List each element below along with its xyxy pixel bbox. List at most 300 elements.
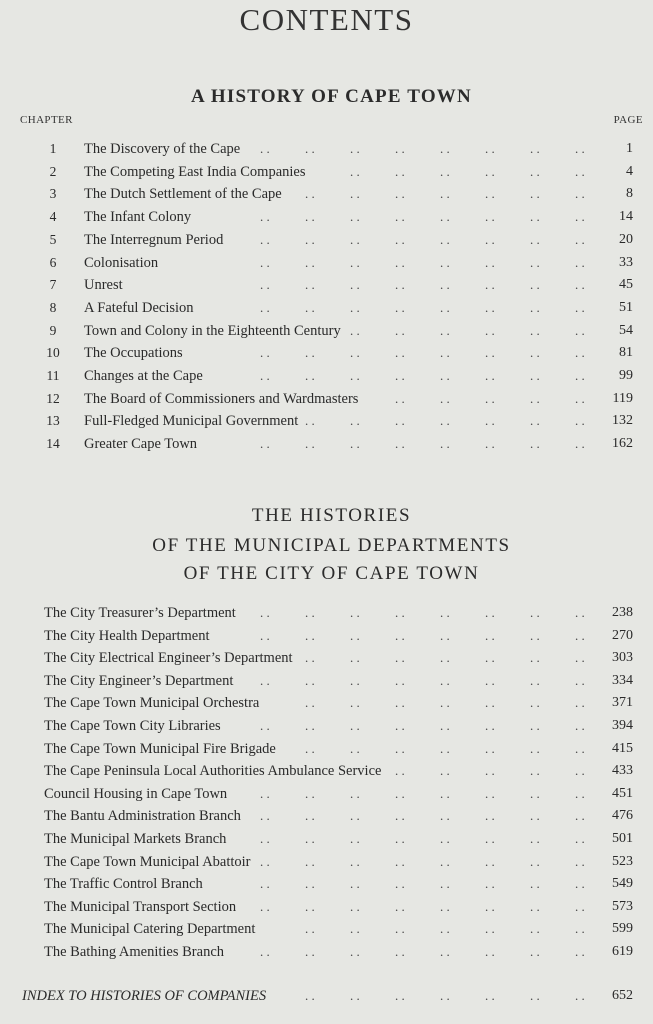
leader-dots: . . xyxy=(530,163,540,179)
leader-dots: . . xyxy=(395,988,405,1003)
department-title: The Municipal Markets Branch xyxy=(44,831,227,847)
leader-dots: . . xyxy=(305,299,315,315)
leader-dots: . . xyxy=(440,277,450,293)
department-title: The Cape Town Municipal Fire Brigade xyxy=(44,740,276,757)
chapter-page-number: 162 xyxy=(612,436,633,452)
leader-dots: . . xyxy=(530,231,540,247)
leader-dots: . . xyxy=(485,368,495,383)
chapter-entry xyxy=(0,433,653,455)
leader-dots: . . xyxy=(260,785,270,801)
department-leader xyxy=(0,941,653,963)
chapter-number: 3 xyxy=(49,186,57,202)
leader-dots: . . xyxy=(395,763,405,779)
chapter-title: The Discovery of the Cape xyxy=(84,141,241,157)
chapter-entry xyxy=(0,252,653,274)
leader-dots: . . xyxy=(395,209,405,225)
leader-dots: . . xyxy=(440,605,450,620)
leader-dots: . . xyxy=(485,853,495,869)
leader-dots: . . xyxy=(395,740,405,756)
department-title: Council Housing in Cape Town xyxy=(44,785,228,802)
chapter-page-number: 14 xyxy=(619,209,633,225)
leader-dots: . . xyxy=(440,695,450,711)
leader-dots: . . xyxy=(395,853,405,869)
leader-dots: . . xyxy=(260,831,270,846)
chapter-number: 1 xyxy=(49,141,57,156)
leader-dots: . . xyxy=(440,186,450,202)
leader-dots: . . xyxy=(395,627,405,643)
leader-dots: . . xyxy=(485,740,495,756)
leader-dots: . . xyxy=(485,650,495,666)
leader-dots: . . xyxy=(575,695,585,711)
leader-dots: . . xyxy=(440,944,450,959)
leader-dots: . . xyxy=(260,672,270,688)
leader-dots: . . xyxy=(350,988,360,1003)
leader-dots: . . xyxy=(575,944,585,959)
department-title: The Cape Town Municipal Abattoir xyxy=(44,853,251,870)
chapter-number: 10 xyxy=(46,345,60,361)
leader-dots: . . xyxy=(350,650,360,666)
leader-dots: . . xyxy=(305,898,315,914)
leader-dots: . . xyxy=(485,672,495,688)
leader-dots: . . xyxy=(305,695,315,711)
department-entry xyxy=(0,602,653,624)
leader-dots: . . xyxy=(395,231,405,247)
leader-dots: . . xyxy=(575,650,585,666)
leader-dots: . . xyxy=(530,718,540,733)
leader-dots: . . xyxy=(530,944,540,959)
leader-dots: . . xyxy=(305,808,315,824)
chapter-entry xyxy=(0,388,653,410)
chapter-leader xyxy=(0,138,653,160)
leader-dots: . . xyxy=(485,876,495,892)
department-page-number: 573 xyxy=(612,898,633,914)
leader-dots: . . xyxy=(485,808,495,824)
department-page-number: 476 xyxy=(612,808,633,824)
chapter-number: 11 xyxy=(46,368,60,383)
department-leader xyxy=(0,805,653,827)
leader-dots: . . xyxy=(350,345,360,361)
leader-dots: . . xyxy=(260,853,270,869)
leader-dots: . . xyxy=(350,186,360,202)
chapter-entry xyxy=(0,206,653,228)
leader-dots: . . xyxy=(575,718,585,733)
leader-dots: . . xyxy=(350,718,360,733)
leader-dots: . . xyxy=(305,876,315,892)
leader-dots: . . xyxy=(485,413,495,429)
part2-heading-line-2: OF THE MUNICIPAL DEPARTMENTS xyxy=(152,535,511,556)
department-entry xyxy=(0,670,653,692)
leader-dots: . . xyxy=(260,209,270,225)
chapter-leader xyxy=(0,365,653,387)
chapter-entry xyxy=(0,274,653,296)
leader-dots: . . xyxy=(305,988,315,1003)
chapter-leader xyxy=(0,252,653,274)
leader-dots: . . xyxy=(485,944,495,959)
leader-dots: . . xyxy=(575,785,585,801)
leader-dots: . . xyxy=(530,672,540,688)
leader-dots: . . xyxy=(440,763,450,779)
leader-dots: . . xyxy=(440,209,450,225)
leader-dots: . . xyxy=(530,921,540,937)
department-page-number: 451 xyxy=(612,785,633,801)
leader-dots: . . xyxy=(260,345,270,361)
department-page-number: 501 xyxy=(612,831,633,846)
department-leader xyxy=(0,602,653,624)
leader-dots: . . xyxy=(350,368,360,383)
leader-dots: . . xyxy=(350,299,360,315)
leader-dots: . . xyxy=(485,921,495,937)
department-entry xyxy=(0,828,653,850)
department-entry xyxy=(0,873,653,895)
leader-dots: . . xyxy=(575,808,585,824)
leader-dots: . . xyxy=(530,831,540,846)
leader-dots: . . xyxy=(440,988,450,1003)
chapter-number: 9 xyxy=(49,322,57,338)
leader-dots: . . xyxy=(440,254,450,270)
leader-dots: . . xyxy=(395,650,405,666)
department-page-number: 549 xyxy=(612,876,633,892)
leader-dots: . . xyxy=(530,808,540,824)
department-leader xyxy=(0,692,653,714)
chapter-title: Changes at the Cape xyxy=(84,368,203,384)
leader-dots: . . xyxy=(395,322,405,338)
leader-dots: . . xyxy=(530,898,540,914)
chapter-page-number: 119 xyxy=(612,390,633,406)
leader-dots: . . xyxy=(395,898,405,914)
leader-dots: . . xyxy=(395,695,405,711)
leader-dots: . . xyxy=(530,209,540,225)
leader-dots: . . xyxy=(485,785,495,801)
chapter-page-number: 132 xyxy=(612,413,633,429)
chapter-entry xyxy=(0,365,653,387)
leader-dots: . . xyxy=(350,944,360,959)
department-title: The Traffic Control Branch xyxy=(44,876,203,893)
leader-dots: . . xyxy=(260,605,270,620)
leader-dots: . . xyxy=(485,898,495,914)
chapter-entry xyxy=(0,342,653,364)
leader-dots: . . xyxy=(260,876,270,892)
leader-dots: . . xyxy=(485,390,495,406)
leader-dots: . . xyxy=(530,345,540,361)
leader-dots: . . xyxy=(440,898,450,914)
leader-dots: . . xyxy=(440,808,450,824)
leader-dots: . . xyxy=(260,627,270,643)
leader-dots: . . xyxy=(305,718,315,733)
leader-dots: . . xyxy=(305,921,315,937)
leader-dots: . . xyxy=(440,141,450,156)
leader-dots: . . xyxy=(395,605,405,620)
department-page-number: 619 xyxy=(612,944,633,959)
chapter-page-number: 20 xyxy=(619,231,633,247)
leader-dots: . . xyxy=(350,785,360,801)
leader-dots: . . xyxy=(485,988,495,1003)
leader-dots: . . xyxy=(440,627,450,643)
part1-heading: A HISTORY OF CAPE TOWN xyxy=(191,86,472,107)
leader-dots: . . xyxy=(485,209,495,225)
leader-dots: . . xyxy=(575,186,585,202)
leader-dots: . . xyxy=(485,231,495,247)
leader-dots: . . xyxy=(575,740,585,756)
leader-dots: . . xyxy=(575,605,585,620)
leader-dots: . . xyxy=(395,163,405,179)
chapter-leader xyxy=(0,433,653,455)
leader-dots: . . xyxy=(530,740,540,756)
department-page-number: 599 xyxy=(612,921,633,937)
leader-dots: . . xyxy=(530,141,540,156)
leader-dots: . . xyxy=(395,141,405,156)
leader-dots: . . xyxy=(575,831,585,846)
leader-dots: . . xyxy=(440,718,450,733)
leader-dots: . . xyxy=(485,322,495,338)
leader-dots: . . xyxy=(530,413,540,429)
leader-dots: . . xyxy=(485,163,495,179)
leader-dots: . . xyxy=(530,988,540,1003)
part2-heading-line-3: OF THE CITY OF CAPE TOWN xyxy=(183,563,480,584)
leader-dots: . . xyxy=(395,186,405,202)
leader-dots: . . xyxy=(575,921,585,937)
leader-dots: . . xyxy=(530,436,540,452)
chapter-page-number: 99 xyxy=(619,368,633,383)
chapter-title: The Competing East India Companies xyxy=(84,163,306,180)
leader-dots: . . xyxy=(395,808,405,824)
leader-dots: . . xyxy=(305,209,315,225)
leader-dots: . . xyxy=(350,413,360,429)
chapter-number: 6 xyxy=(49,254,57,270)
leader-dots: . . xyxy=(395,345,405,361)
leader-dots: . . xyxy=(440,853,450,869)
chapter-title: The Board of Commissioners and Wardmasters xyxy=(84,390,359,407)
leader-dots: . . xyxy=(260,254,270,270)
chapter-number: 7 xyxy=(49,277,57,293)
leader-dots: . . xyxy=(440,413,450,429)
chapter-page-number: 81 xyxy=(619,345,633,361)
department-page-number: 394 xyxy=(612,718,633,733)
leader-dots: . . xyxy=(305,436,315,452)
leader-dots: . . xyxy=(575,277,585,293)
leader-dots: . . xyxy=(260,436,270,452)
leader-dots: . . xyxy=(440,163,450,179)
leader-dots: . . xyxy=(395,413,405,429)
department-title: The Bathing Amenities Branch xyxy=(44,944,225,960)
leader-dots: . . xyxy=(485,299,495,315)
chapter-number: 2 xyxy=(49,163,57,179)
leader-dots: . . xyxy=(575,299,585,315)
department-entry xyxy=(0,760,653,782)
leader-dots: . . xyxy=(485,345,495,361)
leader-dots: . . xyxy=(440,831,450,846)
leader-dots: . . xyxy=(530,322,540,338)
chapter-column-label: CHAPTER xyxy=(20,114,73,126)
leader-dots: . . xyxy=(395,944,405,959)
chapter-leader xyxy=(0,161,653,183)
leader-dots: . . xyxy=(440,785,450,801)
leader-dots: . . xyxy=(485,605,495,620)
leader-dots: . . xyxy=(530,785,540,801)
chapter-leader xyxy=(0,183,653,205)
leader-dots: . . xyxy=(350,231,360,247)
index-title: INDEX TO HISTORIES OF COMPANIES xyxy=(22,988,267,1004)
leader-dots: . . xyxy=(305,831,315,846)
page-column-label: PAGE xyxy=(613,114,643,126)
department-entry xyxy=(0,647,653,669)
leader-dots: . . xyxy=(440,650,450,666)
leader-dots: . . xyxy=(440,436,450,452)
department-title: The City Health Department xyxy=(44,627,210,644)
chapter-page-number: 51 xyxy=(619,299,633,315)
chapter-title: The Dutch Settlement of the Cape xyxy=(84,186,282,203)
department-leader xyxy=(0,873,653,895)
department-title: The Bantu Administration Branch xyxy=(44,808,241,825)
department-title: The Cape Town City Libraries xyxy=(44,718,221,734)
department-title: The Cape Peninsula Local Authorities Ambulance Service xyxy=(44,763,382,780)
leader-dots: . . xyxy=(530,650,540,666)
leader-dots: . . xyxy=(395,436,405,452)
leader-dots: . . xyxy=(575,254,585,270)
chapter-leader xyxy=(0,297,653,319)
leader-dots: . . xyxy=(350,831,360,846)
leader-dots: . . xyxy=(350,876,360,892)
chapter-leader xyxy=(0,342,653,364)
leader-dots: . . xyxy=(305,345,315,361)
leader-dots: . . xyxy=(530,390,540,406)
leader-dots: . . xyxy=(485,763,495,779)
leader-dots: . . xyxy=(260,231,270,247)
leader-dots: . . xyxy=(485,436,495,452)
department-leader xyxy=(0,918,653,940)
department-page-number: 433 xyxy=(612,763,633,779)
department-leader xyxy=(0,647,653,669)
chapter-title: The Infant Colony xyxy=(84,209,192,226)
leader-dots: . . xyxy=(575,853,585,869)
department-title: The Municipal Catering Department xyxy=(44,921,256,938)
chapter-number: 4 xyxy=(49,209,57,225)
leader-dots: . . xyxy=(395,299,405,315)
leader-dots: . . xyxy=(575,763,585,779)
chapter-leader xyxy=(0,229,653,251)
leader-dots: . . xyxy=(260,944,270,959)
leader-dots: . . xyxy=(440,368,450,383)
leader-dots: . . xyxy=(260,141,270,156)
leader-dots: . . xyxy=(350,695,360,711)
chapter-number: 12 xyxy=(46,390,60,406)
leader-dots: . . xyxy=(395,254,405,270)
leader-dots: . . xyxy=(440,345,450,361)
leader-dots: . . xyxy=(305,413,315,429)
leader-dots: . . xyxy=(395,921,405,937)
chapter-number: 5 xyxy=(49,231,57,247)
leader-dots: . . xyxy=(530,277,540,293)
chapter-number: 13 xyxy=(46,413,60,429)
leader-dots: . . xyxy=(260,808,270,824)
leader-dots: . . xyxy=(305,627,315,643)
department-leader xyxy=(0,760,653,782)
chapter-number: 14 xyxy=(46,436,60,452)
leader-dots: . . xyxy=(440,231,450,247)
chapter-entry xyxy=(0,161,653,183)
leader-dots: . . xyxy=(305,231,315,247)
chapter-title: Unrest xyxy=(84,277,123,294)
leader-dots: . . xyxy=(305,785,315,801)
department-entry xyxy=(0,715,653,737)
leader-dots: . . xyxy=(350,254,360,270)
index-page: 652 xyxy=(612,988,633,1003)
leader-dots: . . xyxy=(440,740,450,756)
leader-dots: . . xyxy=(305,186,315,202)
leader-dots: . . xyxy=(260,898,270,914)
chapter-title: The Interregnum Period xyxy=(84,231,224,248)
chapter-entry xyxy=(0,410,653,432)
leader-dots: . . xyxy=(530,695,540,711)
department-title: The Cape Town Municipal Orchestra xyxy=(44,695,260,712)
leader-dots: . . xyxy=(575,390,585,406)
leader-dots: . . xyxy=(485,277,495,293)
chapter-page-number: 45 xyxy=(619,277,633,293)
chapter-title: Colonisation xyxy=(84,254,159,271)
leader-dots: . . xyxy=(305,672,315,688)
leader-dots: . . xyxy=(530,186,540,202)
leader-dots: . . xyxy=(530,763,540,779)
department-page-number: 415 xyxy=(612,740,633,756)
leader-dots: . . xyxy=(440,322,450,338)
leader-dots: . . xyxy=(350,436,360,452)
chapter-leader xyxy=(0,320,653,342)
leader-dots: . . xyxy=(530,627,540,643)
leader-dots: . . xyxy=(350,605,360,620)
leader-dots: . . xyxy=(350,627,360,643)
department-leader xyxy=(0,828,653,850)
leader-dots: . . xyxy=(395,831,405,846)
leader-dots: . . xyxy=(575,988,585,1003)
chapter-entry xyxy=(0,183,653,205)
leader-dots: . . xyxy=(350,209,360,225)
department-entry xyxy=(0,918,653,940)
leader-dots: . . xyxy=(305,254,315,270)
leader-dots: . . xyxy=(440,921,450,937)
department-title: The City Treasurer’s Department xyxy=(44,605,236,621)
leader-dots: . . xyxy=(485,831,495,846)
index-entry xyxy=(0,985,653,1007)
chapter-title: Greater Cape Town xyxy=(84,436,198,453)
leader-dots: . . xyxy=(485,718,495,733)
department-leader xyxy=(0,896,653,918)
leader-dots: . . xyxy=(395,785,405,801)
chapter-leader xyxy=(0,206,653,228)
chapter-page-number: 8 xyxy=(626,186,633,202)
department-title: The Municipal Transport Section xyxy=(44,898,237,915)
department-leader xyxy=(0,851,653,873)
department-page-number: 371 xyxy=(612,695,633,711)
chapter-leader xyxy=(0,410,653,432)
department-page-number: 334 xyxy=(612,672,633,688)
department-entry xyxy=(0,625,653,647)
leader-dots: . . xyxy=(440,672,450,688)
leader-dots: . . xyxy=(305,650,315,666)
leader-dots: . . xyxy=(575,345,585,361)
department-page-number: 523 xyxy=(612,853,633,869)
department-leader xyxy=(0,783,653,805)
leader-dots: . . xyxy=(575,413,585,429)
department-entry xyxy=(0,941,653,963)
department-page-number: 238 xyxy=(612,605,633,620)
leader-dots: . . xyxy=(575,368,585,383)
leader-dots: . . xyxy=(485,695,495,711)
leader-dots: . . xyxy=(530,605,540,620)
leader-dots: . . xyxy=(485,186,495,202)
leader-dots: . . xyxy=(260,718,270,733)
leader-dots: . . xyxy=(260,368,270,383)
leader-dots: . . xyxy=(575,231,585,247)
department-entry xyxy=(0,805,653,827)
